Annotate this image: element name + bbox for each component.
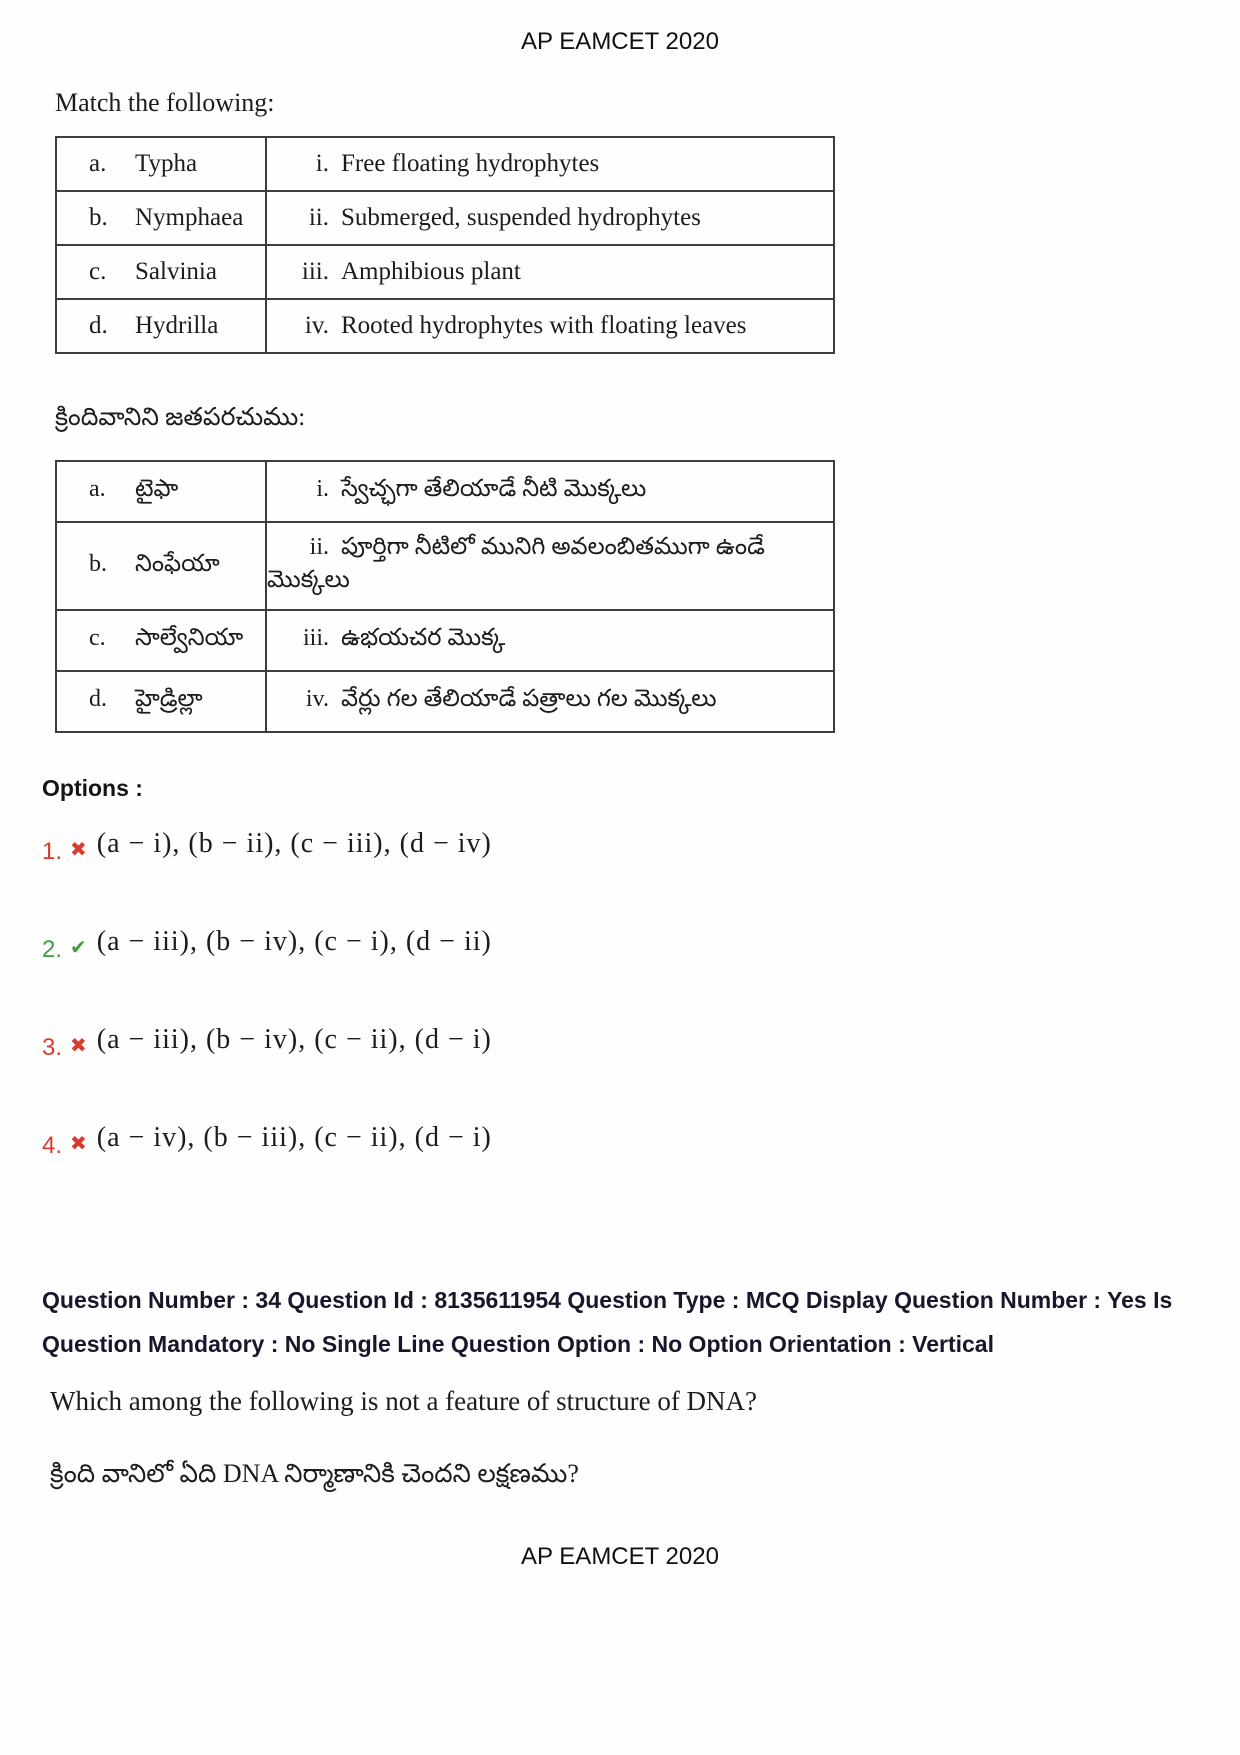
row-numeral: iii. [301,258,329,285]
question-metadata: Question Number : 34 Question Id : 8135611954 Question Type : MCQ Display Question Number : Yes Is Question Mandatory : No Single Line Question Option : No Option Orientation : Vertical [42,1287,1173,1357]
row-numeral: iv. [305,686,329,712]
row-letter: c. [89,258,107,285]
option-text: (a − i), (b − ii), (c − iii), (d − iv) [96,828,492,859]
table-row [56,671,834,732]
page-header-title: AP EAMCET 2020 [521,28,719,55]
table-row [56,522,834,610]
option-text: (a − iii), (b − iv), (c − i), (d − ii) [96,926,492,957]
page-footer-title: AP EAMCET 2020 [521,1543,719,1570]
option-number: 3. [42,1034,63,1061]
row-description: Submerged, suspended hydrophytes [341,204,701,231]
option-text: (a − iii), (b − iv), (c − ii), (d − i) [96,1024,492,1055]
table-row [56,299,834,353]
row-description: పూర్తిగా నీటిలో మునిగి అవలంబితముగా ఉండే మొక్కలు [267,534,765,593]
row-description: స్వేచ్ఛగా తేలియాడే నీటి మొక్కలు [341,476,647,502]
incorrect-mark-icon: ✖ [70,839,87,861]
row-numeral: i. [316,476,329,502]
row-description: Amphibious plant [341,258,521,285]
row-item: హైడ్రిల్లా [135,686,203,712]
table-row [56,137,834,191]
table-row [56,461,834,522]
row-description: ఉభయచర మొక్క [341,625,506,651]
option-text: (a − iv), (b − iii), (c − ii), (d − i) [96,1122,492,1153]
match-prompt-telugu: క్రిందివానిని జతపరచుము: [55,404,306,431]
table-row [56,245,834,299]
row-letter: d. [89,312,108,339]
row-item: నింఫేయా [135,550,220,577]
correct-mark-icon: ✔ [70,937,87,959]
table-row [56,191,834,245]
row-letter: c. [89,625,106,651]
row-description: Rooted hydrophytes with floating leaves [341,312,747,339]
option-row-4 [42,1122,1240,1160]
option-number: 1. [42,838,63,865]
row-description: వేర్లు గల తేలియాడే పత్రాలు గల మొక్కలు [341,686,717,712]
option-row-2 [42,926,1240,964]
row-numeral: ii. [308,204,329,231]
incorrect-mark-icon: ✖ [70,1035,87,1057]
row-letter: b. [89,204,108,231]
option-row-3 [42,1024,1240,1062]
row-description: Free floating hydrophytes [341,150,600,177]
table-row [56,610,834,671]
row-numeral: iv. [304,312,329,339]
row-item: Typha [135,150,198,177]
row-numeral: iii. [302,625,329,651]
row-numeral: i. [315,150,329,177]
options-label: Options : [42,775,143,801]
row-letter: d. [89,686,107,712]
row-letter: b. [89,550,107,577]
match-table-english [55,136,835,354]
row-item: Salvinia [135,258,217,285]
row-item: Hydrilla [135,312,219,339]
row-item: Nymphaea [135,204,244,231]
option-row-1 [42,828,1240,866]
row-letter: a. [89,150,107,177]
incorrect-mark-icon: ✖ [70,1133,87,1155]
option-number: 4. [42,1132,63,1159]
question-text-english: Which among the following is not a feature of structure of DNA? [50,1386,758,1416]
row-numeral: ii. [309,534,329,560]
row-item: టైఫా [135,476,179,502]
row-letter: a. [89,476,106,502]
option-number: 2. [42,936,63,963]
match-prompt-english: Match the following: [55,88,275,117]
row-item: సాల్వేనియా [135,625,244,651]
match-table-telugu [55,460,835,733]
question-text-telugu: క్రింది వానిలో ఏది DNA నిర్మాణానికి చెందని లక్షణము? [50,1459,579,1488]
